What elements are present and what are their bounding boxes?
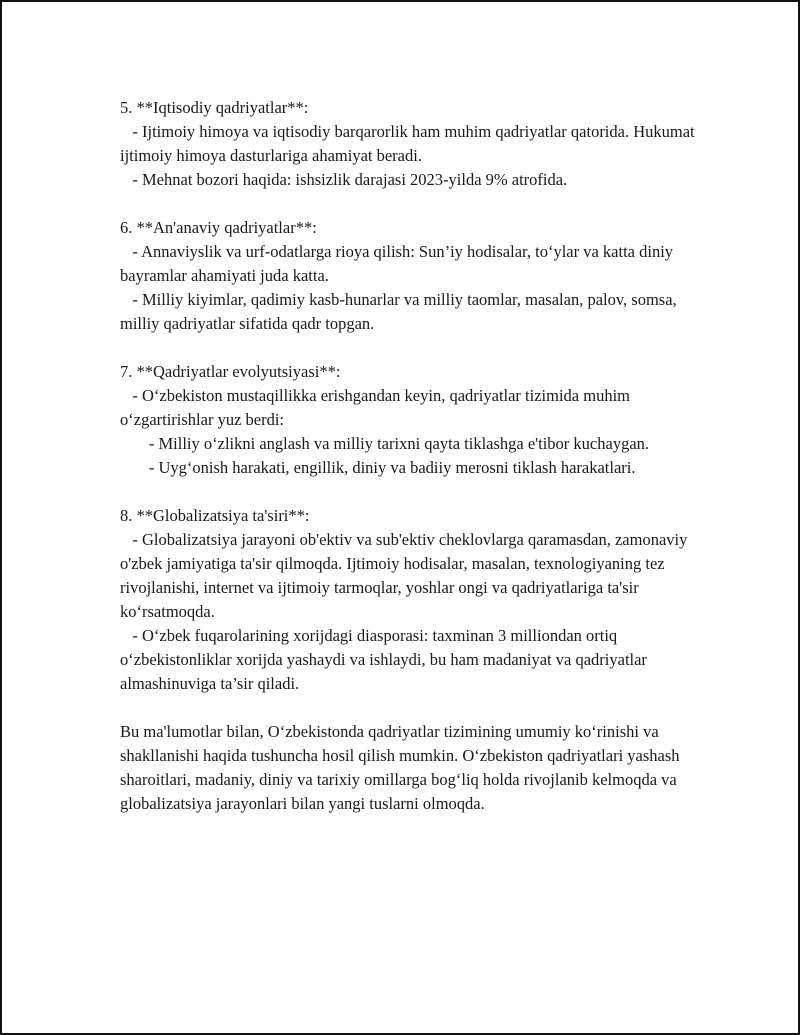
section-item: - Mehnat bozori haqida: ishsizlik darajasi 2023-yilda 9% atrofida.: [120, 170, 568, 189]
section-traditional-values: [120, 216, 700, 336]
section-item: - Ijtimoiy himoya va iqtisodiy barqarorlik ham muhim qadriyatlar qatorida. Hukumat ijtimoiy himoya dasturlariga ahamiyat beradi.: [120, 122, 699, 165]
section-globalization: [120, 504, 700, 696]
section-subitem: - Milliy o‘zlikni anglash va milliy tarixni qayta tiklashga e'tibor kuchaygan.: [120, 434, 650, 453]
document-body: [120, 96, 700, 816]
section-economic-values: [120, 96, 700, 192]
section-heading: 7. **Qadriyatlar evolyutsiyasi**:: [120, 362, 341, 381]
section-heading: 8. **Globalizatsiya ta'siri**:: [120, 506, 310, 525]
section-subitem: - Uyg‘onish harakati, engillik, diniy va badiiy merosni tiklash harakatlari.: [120, 458, 636, 477]
conclusion-paragraph: Bu ma'lumotlar bilan, O‘zbekistonda qadriyatlar tizimining umumiy ko‘rinishi va shakllanishi haqida tushuncha hosil qilish mumkin. O‘zbekiston qadriyatlari yashash sharoitlari, madaniy, diniy va tarixiy omillarga bog‘liq holda rivojlanib kelmoqda va globalizatsiya jarayonlari bilan yangi tuslarni olmoqda.: [120, 722, 680, 813]
section-heading: 5. **Iqtisodiy qadriyatlar**:: [120, 98, 309, 117]
section-heading: 6. **An'anaviy qadriyatlar**:: [120, 218, 317, 237]
section-item: - Globalizatsiya jarayoni ob'ektiv va sub'ektiv cheklovlarga qaramasdan, zamonaviy o'zbek jamiyatiga ta'sir qilmoqda. Ijtimoiy hodisalar, masalan, texnologiyaning tez rivojlanishi, internet va ijtimoiy tarmoqlar, yoshlar ongi va qadriyatlariga ta'sir ko‘rsatmoqda.: [120, 530, 692, 621]
section-item: - Milliy kiyimlar, qadimiy kasb-hunarlar va milliy taomlar, masalan, palov, somsa, milliy qadriyatlar sifatida qadr topgan.: [120, 290, 681, 333]
section-item: - O‘zbek fuqarolarining xorijdagi diasporasi: taxminan 3 milliondan ortiq o‘zbekistonliklar xorijda yashaydi va ishlaydi, bu ham madaniyat va qadriyatlar almashinuviga ta’sir qiladi.: [120, 626, 652, 693]
section-item: - O‘zbekiston mustaqillikka erishgandan keyin, qadriyatlar tizimida muhim o‘zgartirishlar yuz berdi:: [120, 386, 635, 429]
section-values-evolution: [120, 360, 700, 480]
section-item: - Annaviyslik va urf-odatlarga rioya qilish: Sun’iy hodisalar, to‘ylar va katta diniy bayramlar ahamiyati juda katta.: [120, 242, 678, 285]
